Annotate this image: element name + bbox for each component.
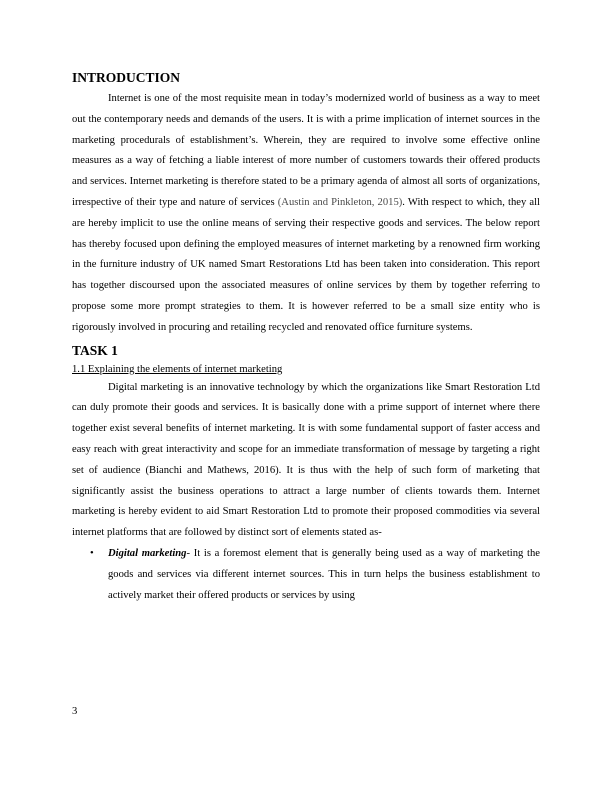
introduction-text-part1: Internet is one of the most requisite mean in today’s modernized world of business as a way to meet out the contemporary needs and demands of the users. It is with a prime implication of internet sources in the marketing procedurals of establishment’s. Wherein, they are required to involve some effective online measures as a way of fetching a liable interest of more number of customers towards their offered products and services. Internet marketing is therefore stated to be a primary agenda of almost all sorts of organizations, irrespective of their type and nature of services: [72, 93, 540, 208]
bullet-icon: •: [90, 547, 94, 559]
list-item-term: Digital marketing: [108, 547, 187, 559]
task1-subheading: 1.1 Explaining the elements of internet marketing: [72, 363, 283, 375]
task1-paragraph: Digital marketing is an innovative technology by which the organizations like Smart Restoration Ltd can duly promote their goods and services. It is basically done with a prime support of internet where there together exist several benefits of internet marketing. It is with some fundamental support of faster access and easy reach with great interactivity and scope for an immediate transformation of message by targeting a right set of audience (Bianchi and Mathews, 2016). It is thus with the help of such form of marketing that significantly assist the business operations to attract a large number of clients towards them. Internet marketing is hereby evident to aid Smart Restoration Ltd to promote their proposed commodities via several internet platforms that are followed by distinct sort of elements stated as-: [72, 381, 540, 539]
list-item-text: - It is a foremost element that is generally being used as a way of marketing the goods and services via different internet sources. This in turn helps the business establishment to actively market their offered products or services by using: [108, 547, 540, 601]
introduction-heading: INTRODUCTION: [72, 70, 181, 85]
introduction-paragraph: [72, 89, 540, 339]
page-number: 3: [72, 706, 78, 717]
introduction-text-part2: . With respect to which, they all are hereby implicit to use the online means of serving their respective goods and services. The below report has thereby focused upon defining the employed measures of internet marketing by a renowned firm working in the furniture industry of UK named Smart Restorations Ltd has been taken into consideration. This report has together discoursed upon the associated measures of online services by them by together referring to propose some more prompt strategies to them. It is however referred to be a small size entity who is rigorously involved in procuring and retailing recycled and renovated office furniture systems.: [72, 196, 540, 333]
list-item: [72, 544, 540, 606]
document-page: [72, 70, 540, 606]
elements-list: [72, 544, 540, 606]
task1-heading: TASK 1: [72, 342, 118, 358]
introduction-citation: (Austin and Pinkleton, 2015): [277, 196, 403, 208]
